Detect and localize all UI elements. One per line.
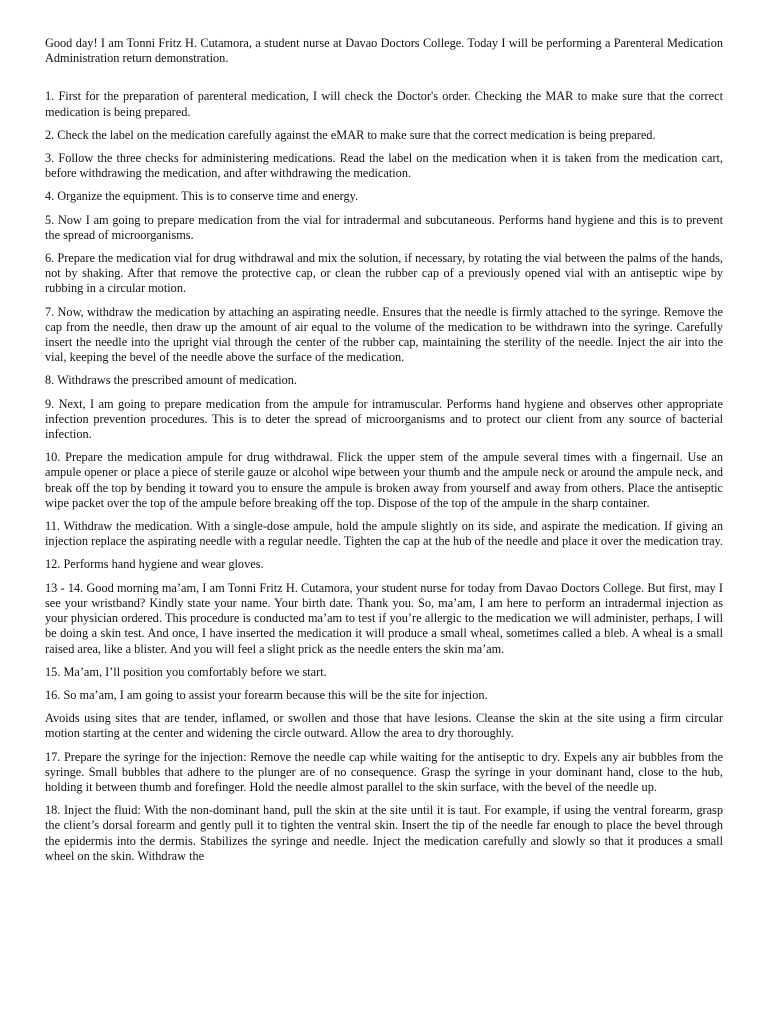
document-page [45, 36, 723, 872]
step-15-paragraph: 15. Ma’am, I’ll position you comfortably before we start. [45, 664, 327, 679]
step-10-paragraph: 10. Prepare the medication ampule for drug withdrawal. Flick the upper stem of the ampule several times with a fingernail. Use an ampule opener or place a piece of sterile gauze or alcohol wipe between your thumb and the ampule neck or around the ampule neck, and break off the top by bending it toward you to ensure the ampule is broken away from yourself and away from others. Place the antiseptic wipe packet over the top of the ampule before breaking off the top. Dispose of the top of the ampule in the sharp container. [45, 450, 723, 510]
step-3-paragraph: 3. Follow the three checks for administering medications. Read the label on the medication when it is taken from the medication cart, before withdrawing the medication, and after withdrawing the medication. [45, 151, 723, 181]
step-17-paragraph: 17. Prepare the syringe for the injection: Remove the needle cap while waiting for the antiseptic to dry. Expels any air bubbles from the syringe. Small bubbles that adhere to the plunger are of no consequence. Grasp the syringe in your dominant hand, close to the hub, holding it between thumb and forefinger. Hold the needle almost parallel to the skin surface, with the bevel of the needle up. [45, 749, 723, 794]
step-12-paragraph: 12. Performs hand hygiene and wear gloves. [45, 557, 264, 572]
site-cleansing-paragraph: Avoids using sites that are tender, inflamed, or swollen and those that have lesions. Cleanse the skin at the site using a firm circular motion starting at the center and widening the circle outward. Allow the area to dry thoroughly. [45, 711, 723, 741]
step-8-paragraph: 8. Withdraws the prescribed amount of medication. [45, 373, 297, 388]
step-4-paragraph: 4. Organize the equipment. This is to conserve time and energy. [45, 189, 359, 204]
step-6-paragraph: 6. Prepare the medication vial for drug withdrawal and mix the solution, if necessary, by rotating the vial between the palms of the hands, not by shaking. After that remove the protective cap, or clean the rubber cap of a previously opened vial with an antiseptic wipe by rubbing in a circular motion. [45, 251, 723, 296]
step-13-14-paragraph: 13 - 14. Good morning ma’am, I am Tonni Fritz H. Cutamora, your student nurse for today from Davao Doctors College. But first, may I see your wristband? Kindly state your name. Your birth date. Thank you. So, ma’am, I am here to perform an intradermal injection as your physician ordered. This procedure is conducted ma’am to test if you’re allergic to the medication we will administer, perhaps, I will be doing a skin test. And once, I have inserted the medication it will produce a small wheal, sometimes called a bleb. A wheal is a small raised area, like a blister. And you will feel a slight prick as the needle enters the skin ma’am. [45, 580, 723, 656]
step-18-paragraph: 18. Inject the fluid: With the non-dominant hand, pull the skin at the site until it is taut. For example, if using the ventral forearm, grasp the client’s dorsal forearm and gently pull it to tighten the ventral skin. Insert the tip of the needle far enough to place the bevel through the epidermis into the dermis. Stabilizes the syringe and needle. Inject the medication carefully and slowly so that it produces a small wheel on the skin. Withdraw the [45, 803, 723, 863]
step-11-paragraph: 11. Withdraw the medication. With a single-dose ampule, hold the ampule slightly on its side, and aspirate the medication. If giving an injection replace the aspirating needle with a regular needle. Tighten the cap at the hub of the needle and place it over the medication tray. [45, 519, 724, 549]
intro-paragraph: Good day! I am Tonni Fritz H. Cutamora, a student nurse at Davao Doctors College. Today I will be performing a Parenteral Medication Administration return demonstration. [45, 36, 723, 66]
step-1-paragraph: 1. First for the preparation of parenteral medication, I will check the Doctor's order. Checking the MAR to make sure that the correct medication is being prepared. [45, 89, 723, 119]
step-16-paragraph: 16. So ma’am, I am going to assist your forearm because this will be the site for injection. [45, 687, 488, 702]
step-9-paragraph: 9. Next, I am going to prepare medication from the ampule for intramuscular. Performs hand hygiene and observes other appropriate infection prevention procedures. This is to deter the spread of microorganisms and to protect our client from any source of bacterial infection. [45, 396, 723, 442]
step-5-paragraph: 5. Now I am going to prepare medication from the vial for intradermal and subcutaneous. Performs hand hygiene and this is to prevent the spread of microorganisms. [45, 212, 723, 242]
step-7-paragraph: 7. Now, withdraw the medication by attaching an aspirating needle. Ensures that the needle is firmly attached to the syringe. Remove the cap from the needle, then draw up the amount of air equal to the volume of the medication to be withdrawn into the syringe. Carefully insert the needle into the upright vial through the center of the rubber cap, maintaining the sterility of the needle. Inject the air into the vial, keeping the bevel of the needle above the surface of the medication. [45, 304, 723, 365]
step-2-paragraph: 2. Check the label on the medication carefully against the eMAR to make sure that the correct medication is being prepared. [45, 127, 656, 142]
